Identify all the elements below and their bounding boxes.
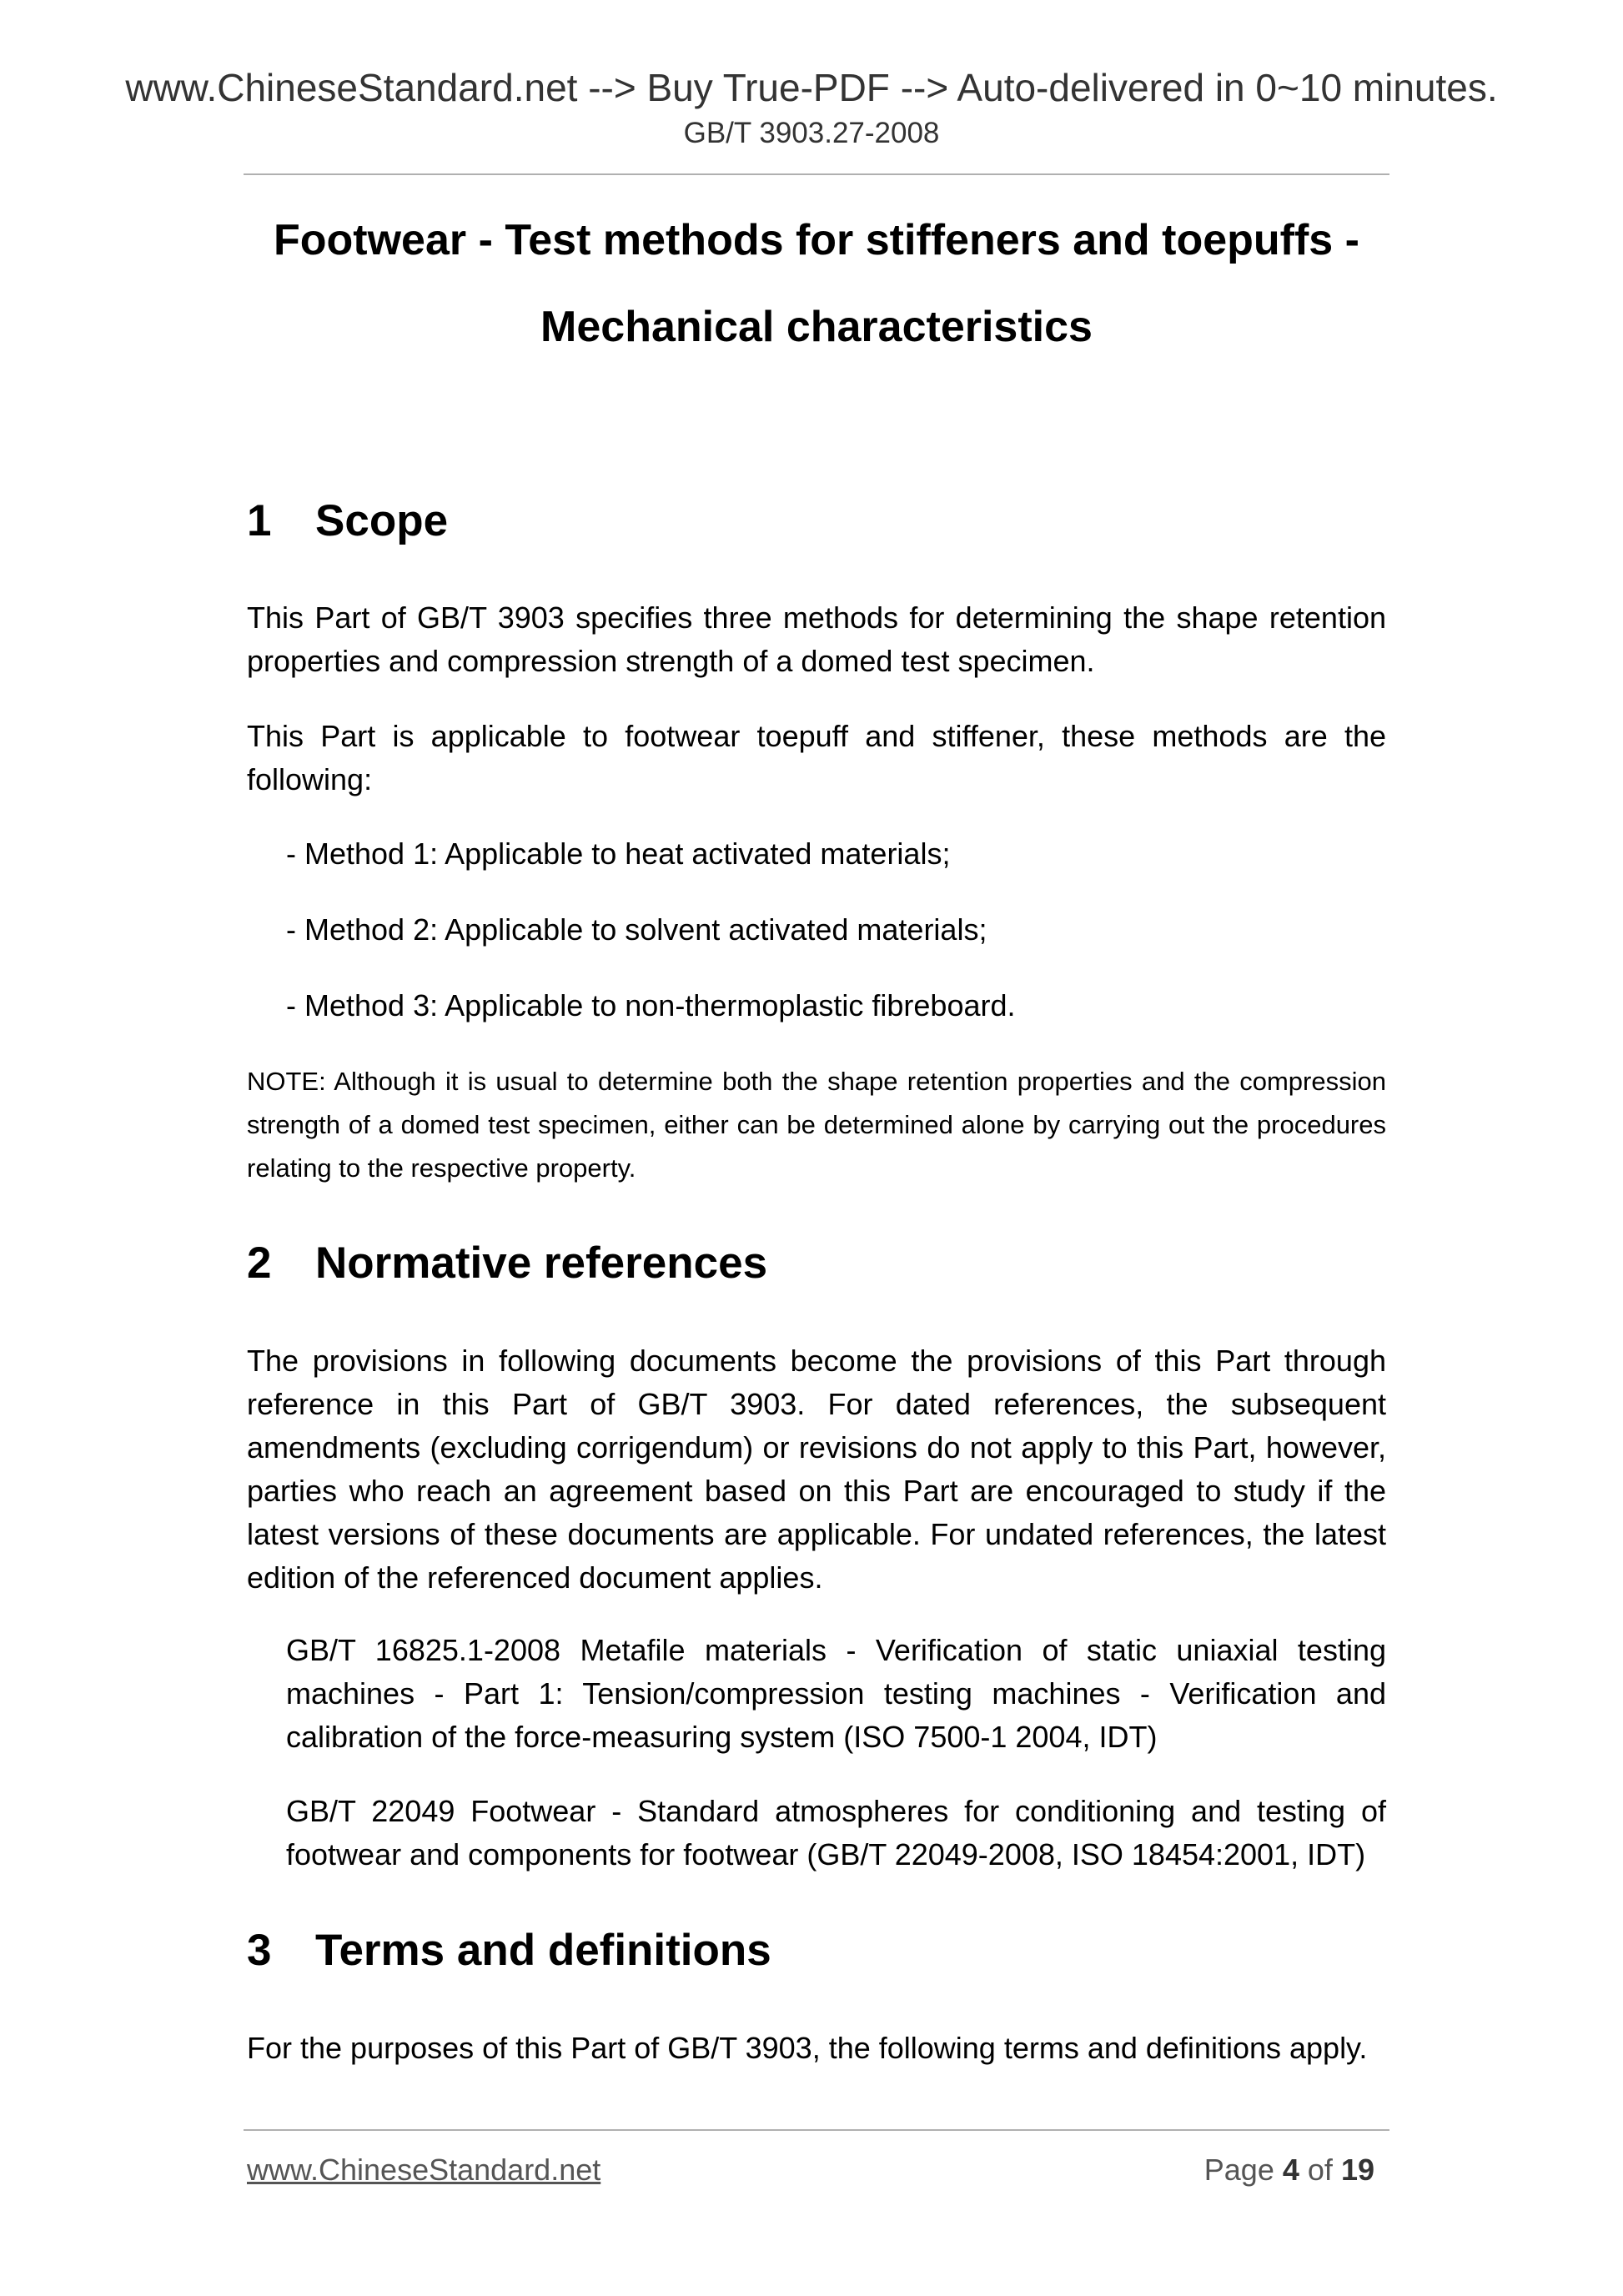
header-divider	[244, 173, 1389, 175]
references-paragraph: The provisions in following documents become the provisions of this Part through reference in this Part of GB/T 3903. For dated references, the subsequent amendments (excluding corrigendum) or revisions do not apply to this Part, however, parties who reach an agreement based on this Part are encouraged to study if the latest versions of these documents are applicable. For undated references, the latest edition of the referenced document applies.	[247, 1344, 1386, 1595]
section-title: Scope	[315, 496, 449, 545]
reference-item: GB/T 16825.1-2008 Metafile materials - Verification of static uniaxial testing machines - Part 1: Tension/compression testing machines - Verification and calibration of the force-measuring system (ISO 7500-1 2004, IDT)	[286, 1633, 1386, 1754]
section-heading-terms-and-definitions	[247, 1925, 771, 1976]
document-title-line2: Mechanical characteristics	[540, 303, 1093, 351]
section-title: Normative references	[315, 1238, 768, 1288]
section-heading-scope	[247, 495, 448, 546]
section-number: 1	[247, 496, 272, 545]
header-promo: www.ChineseStandard.net --> Buy True-PDF --> Auto-delivered in 0~10 minutes.	[125, 66, 1498, 109]
method-list-item: - Method 2: Applicable to solvent activated materials;	[286, 912, 987, 947]
current-page-number: 4	[1282, 2153, 1299, 2187]
page-indicator	[1204, 2153, 1374, 2188]
scope-paragraph-1: This Part of GB/T 3903 specifies three methods for determining the shape retention properties and compression strength of a domed test specimen.	[247, 600, 1386, 678]
section-number: 2	[247, 1238, 272, 1288]
document-title-line1: Footwear - Test methods for stiffeners and toepuffs -	[273, 216, 1359, 264]
method-list-item: - Method 1: Applicable to heat activated materials;	[286, 837, 951, 871]
scope-paragraph-2: This Part is applicable to footwear toepuff and stiffener, these methods are the following:	[247, 719, 1386, 796]
terms-paragraph: For the purposes of this Part of GB/T 3903, the following terms and definitions apply.	[247, 2031, 1368, 2065]
page-of-label: of	[1307, 2153, 1333, 2187]
total-pages-number: 19	[1340, 2153, 1374, 2187]
reference-item: GB/T 22049 Footwear - Standard atmospheres for conditioning and testing of footwear and components for footwear (GB/T 22049-2008, ISO 18454:2001, IDT)	[286, 1794, 1386, 1871]
footer-website-link[interactable]: www.ChineseStandard.net	[247, 2153, 601, 2187]
page-label: Page	[1203, 2153, 1274, 2187]
section-title: Terms and definitions	[315, 1926, 771, 1975]
scope-note: NOTE: Although it is usual to determine both the shape retention properties and the compression strength of a domed test specimen, either can be determined alone by carrying out the procedures relating to the respective property.	[247, 1067, 1386, 1183]
header-standard-code: GB/T 3903.27-2008	[683, 117, 940, 149]
footer-divider	[244, 2129, 1389, 2131]
section-number: 3	[247, 1926, 272, 1975]
section-heading-normative-references	[247, 1238, 767, 1289]
method-list-item: - Method 3: Applicable to non-thermoplastic fibreboard.	[286, 988, 1016, 1022]
